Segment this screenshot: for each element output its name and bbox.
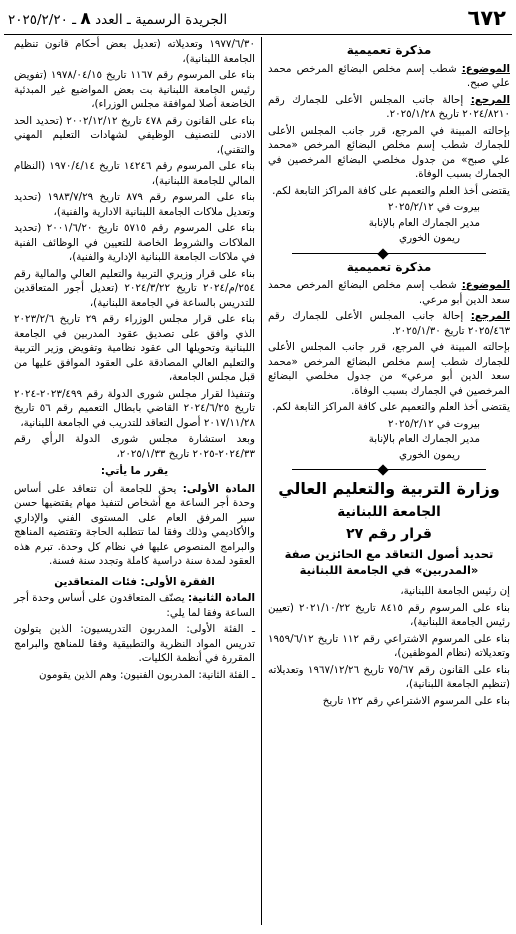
memo-date: بيروت في ٢٠٢٥/٢/١٢ — [387, 417, 480, 430]
ministry-decision — [268, 478, 510, 708]
memo-body: بإحالته المبينة في المرجع، قرر جانب المجلس الأعلى للجمارك شطب إسم مخلص البضائع المرخص «محمد سعد الدين أبو مرعي» من جدول مخلصي البضائع المرخصين في الجمارك بسبب الوفاة. — [268, 341, 510, 397]
gazette-name: الجريدة الرسمية ـ العدد — [95, 12, 228, 28]
circular-memo-2 — [268, 260, 510, 463]
decision-subtitle: «المدربين» في الجامعة اللبنانية — [299, 563, 479, 577]
subject-text: شطب إسم مخلص البضائع المرخص محمد سعد الدين أبو مرعي. — [268, 279, 510, 306]
legal-basis-item: بناء على القانون رقم ٤٧٨ تاريخ ٢٠٠٢/١٢/١٢ (تحديد الحد الادنى للتصنيف الوظيفي لشهادات التعليم المهني والتقني)، — [14, 114, 255, 156]
column-rule — [261, 37, 262, 925]
memo-title: مذكرة تعميمية — [346, 259, 432, 274]
memo-title: مذكرة تعميمية — [346, 43, 432, 57]
article-text: يصنّف المتعاقدون على أساس وحدة أجر الساعة وفقا لما يلي: — [14, 592, 255, 619]
signer-title: مدير الجمارك العام بالإنابة — [368, 216, 480, 229]
memo-reference — [268, 93, 510, 122]
article-label: المادة الثانية: — [187, 592, 256, 604]
subject-text: شطب إسم مخلص البضائع المرخص محمد علي صبح. — [268, 62, 510, 89]
reference-label: المرجع: — [470, 310, 510, 322]
memo-subject — [268, 278, 510, 307]
two-column-body — [4, 35, 512, 925]
article-text: يحق للجامعة أن تتعاقد على أساس وحدة أجر الساعة مع أشخاص لتنفيذ مهام يقتضيها حسن سير المرفق العام على المستوى الفني والإداري والأكاديمي وذلك وفقا لما تتطلبه الحاجة وتقتضيه المناهج والبرامج المنصوص عليها في نظام كل وحدة. تبرم هذه العقود لمدة سنة دراسية كاملة وتجدد سنة فسنة. — [14, 482, 255, 567]
legal-basis-item: بناء على قرار وزيري التربية والتعليم العالي والمالية رقم ٢٥٤/م/٢٠٢٤ تاريخ ٢٠٢٤/٣/٢٢ (تعديل أجور المتعاقدين للتدريس بالساعة في الجامعة اللبنانية)، — [14, 267, 255, 309]
signer-name: ريمون الخوري — [399, 232, 460, 244]
page-header — [4, 4, 512, 35]
legal-basis-item: وتنفيذا لقرار مجلس شورى الدولة رقم ٢٠٢٣/٤٩٩-٢٠٢٤ تاريخ ٢٠٢٤/٦/٢٥ القاضي بابطال التعميم رقم ٥٦ تاريخ ٢٠١٧/١١/٢٨ أصول التعاقد للتدريب في الجامعة اللبنانية، — [14, 387, 256, 429]
right-column — [262, 35, 512, 925]
section-divider — [268, 466, 510, 474]
decision-title: تحديد أصول التعاقد مع الحائزين صفة — [284, 547, 494, 561]
circular-memo-1 — [268, 43, 510, 246]
decides-heading: يقرر ما يأتي: — [100, 465, 169, 477]
subject-label: الموضوع: — [461, 279, 510, 291]
legal-basis-item: بناء على المرسوم الاشتراعي رقم ١١٢ تاريخ ١٩٥٩/٦/١٢ وتعديلاته (نظام الموظفين)، — [268, 632, 510, 659]
legal-basis-item: بناء على المرسوم رقم ١١٦٧ تاريخ ١٩٧٨/٠٤/١٥ (تفويض رئيس الجامعة اللبنانية بت بعض المواضيع غير المبدئية الخاضعة أصلا لموافقة مجلس الوزراء)، — [14, 69, 255, 110]
memo-circulation: يقتضى أخذ العلم والتعميم على كافة المراكز التابعة لكم. — [272, 184, 510, 197]
decision-number: قرار رقم ٢٧ — [346, 526, 432, 542]
article-2 — [14, 591, 255, 620]
legal-basis-item: بناء على المرسوم الاشتراعي رقم ١٢٢ تاريخ — [322, 694, 510, 707]
signer-title: مدير الجمارك العام بالإنابة — [368, 433, 480, 445]
reference-text: إحالة جانب المجلس الأعلى للجمارك رقم ٢٠٢٥/٤٦٣ تاريخ ٢٠٢٥/١/٣٠. — [268, 310, 510, 337]
memo-body: بإحالته المبينة في المرجع، قرر جانب المجلس الأعلى للجمارك شطب إسم مخلص البضائع المرخص «محمد علي صبح» من جدول مخلصي البضائع المرخصين في الجمارك بسبب الوفاة. — [268, 124, 510, 180]
reference-label: المرجع: — [470, 93, 510, 106]
section-divider — [268, 250, 510, 258]
section-title: الفقرة الأولى: فئات المتعاقدين — [54, 575, 215, 588]
legal-basis-item: بناء على المرسوم رقم ٨٧٩ تاريخ ١٩٨٣/٧/٢٩ (تحديد وتعديل ملاكات الجامعة اللبنانية الادارية والفنية)، — [14, 191, 255, 218]
article-1 — [14, 482, 255, 569]
university-name: الجامعة اللبنانية — [337, 504, 441, 520]
article-label: المادة الأولى: — [182, 482, 255, 495]
legal-basis-item: بناء على قرار مجلس الوزراء رقم ٢٩ تاريخ ٢٠٢٣/٢/٦ الذي وافق على تصديق عقود المدربين في الجامعة اللبنانية وتحويلها الى عقود نظامية وتفويض وزير التربية والتعليم العالي المصادقة على العقود الموافق عليها من قبل مجلس الجامعة، — [14, 313, 255, 383]
issue-date: ـ ٢٠٢٥/٢/٢٠ — [8, 12, 77, 28]
legal-basis-item: ١٩٧٧/٦/٣٠ وتعديلاته (تعديل بعض أحكام قانون تنظيم الجامعة اللبنانية)، — [14, 38, 255, 65]
legal-basis-item: بناء على القانون رقم ٧٥/٦٧ تاريخ ١٩٦٧/١٢/٢٦ وتعديلاته (تنظيم الجامعة اللبنانية)، — [268, 663, 510, 690]
category-item: ـ الفئة الثانية: المدربون الفنيون: وهم الذين يقومون — [39, 668, 255, 681]
memo-date: بيروت في ٢٠٢٥/٢/١٢ — [387, 201, 480, 213]
legal-basis-item: بناء على المرسوم رقم ١٤٢٤٦ تاريخ ١٩٧٠/٤/١٤ (النظام المالي للجامعة اللبنانية)، — [14, 160, 256, 187]
page-number: ٦٧٢ — [467, 6, 506, 30]
issue-number: ٨ — [80, 9, 91, 29]
signer-name: ريمون الخوري — [399, 448, 460, 461]
ministry-name: وزارة التربية والتعليم العالي — [278, 479, 500, 498]
legal-basis-item: بناء على المرسوم رقم ٥٧١٥ تاريخ ٢٠٠١/٦/٢٠ (تحديد الملاكات والشروط الخاصة للتعيين في الوظائف الفنية في ملاكات الجامعة اللبنانية الإدارية والفنية)، — [14, 222, 256, 263]
legal-basis-item: وبعد استشارة مجلس شورى الدولة الرأي رقم ٢٠٢٤/٣٣-٢٠٢٥ تاريخ ٢٠٢٥/١/٣٣، — [14, 433, 255, 460]
decision-intro: إن رئيس الجامعة اللبنانية، — [400, 585, 510, 597]
memo-subject — [268, 62, 510, 91]
reference-text: إحالة جانب المجلس الأعلى للجمارك رقم ٢٠٢٤/٨٢١٠ تاريخ ٢٠٢٥/١/٢٨. — [268, 93, 510, 120]
subject-label: الموضوع: — [461, 62, 510, 75]
category-item: ـ الفئة الأولى: المدربون التدريسيون: الذين يتولون تدريس المواد النظرية والتطبيقية وفقا للمناهج والبرامج المقررة في أنظمة الكليات. — [14, 623, 255, 664]
memo-reference — [268, 309, 510, 338]
memo-circulation: يقتضى أخذ العلم والتعميم على كافة المراكز التابعة لكم. — [272, 401, 510, 413]
legal-basis-item: بناء على المرسوم رقم ٨٤١٥ تاريخ ٢٠٢١/١٠/٢٢ (تعيين رئيس الجامعة اللبنانية)، — [268, 601, 510, 628]
left-column — [11, 35, 261, 925]
gazette-title — [8, 10, 227, 29]
